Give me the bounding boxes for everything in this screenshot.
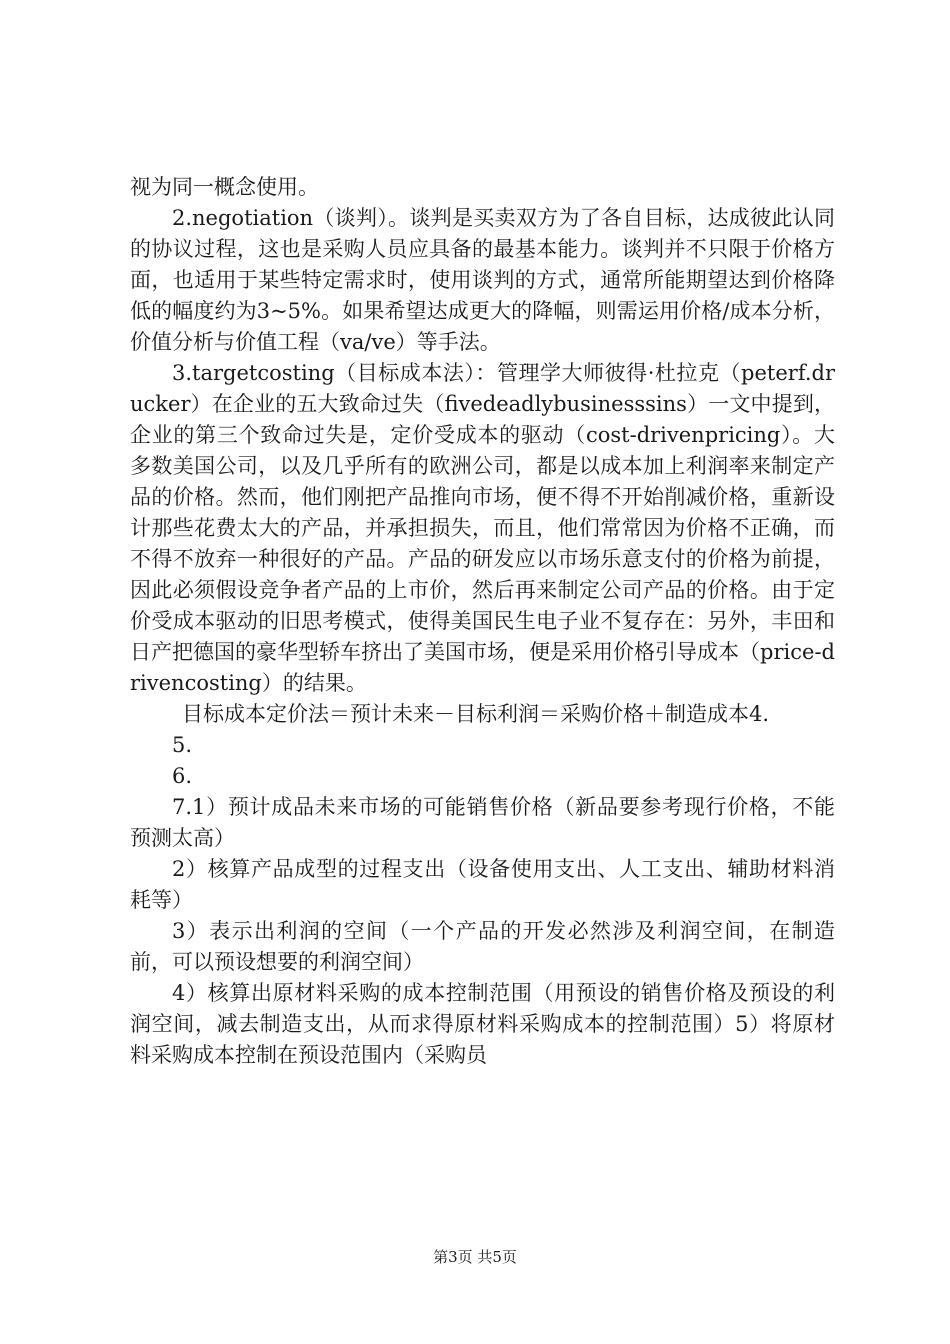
- paragraph-step-1: 7.1）预计成品未来市场的可能销售价格（新品要参考现行价格，不能预测太高）: [130, 795, 835, 850]
- paragraph-step-4-5: 4）核算出原材料采购的成本控制范围（用预设的销售价格及预设的利润空间，减去制造支出，从而求得原材料采购成本的控制范围）5）将原材料采购成本控制在预设范围内（采购员: [130, 981, 835, 1067]
- paragraph-formula: 目标成本定价法＝预计未来－目标利润＝采购价格＋制造成本4.: [182, 702, 770, 726]
- paragraph-step-3: 3）表示出利润的空间（一个产品的开发必然涉及利润空间，在制造前，可以预设想要的利润空间）: [130, 919, 835, 974]
- paragraph-target-costing: 3.targetcosting（目标成本法）：管理学大师彼得·杜拉克（peterf.drucker）在企业的五大致命过失（fivedeadlybusinesssins）一文中提到，企业的第三个致命过失是，定价受成本的驱动（cost-drivenpricing）。大多数美国公司，以及几乎所有的欧洲公司，都是以成本加上利润率来制定产品的价格。然而，他们刚把产品推向市场，便不得不开始削减价格，重新设计那些花费太大的产品，并承担损失，而且，他们常常因为价格不正确，而不得不放弃一种很好的产品。产品的研发应以市场乐意支付的价格为前提，因此必须假设竞争者产品的上市价，然后再来制定公司产品的价格。由于定价受成本驱动的旧思考模式，使得美国民生电子业不复存在：另外，丰田和日产把德国的豪华型轿车挤出了美国市场，便是采用价格引导成本（price-drivencosting）的结果。: [130, 361, 835, 695]
- paragraph-continuation: 视为同一概念使用。: [130, 175, 319, 199]
- paragraph-negotiation: 2.negotiation（谈判）。谈判是买卖双方为了各自目标，达成彼此认同的协议过程，这也是采购人员应具备的最基本能力。谈判并不只限于价格方面，也适用于某些特定需求时，使用谈判的方式，通常所能期望达到价格降低的幅度约为3~5%。如果希望达成更大的降幅，则需运用价格/成本分析，价值分析与价值工程（va/ve）等手法。: [130, 206, 835, 354]
- paragraph-item-6: 6.: [172, 764, 193, 788]
- page-number-footer: 第3页 共5页: [433, 1248, 517, 1266]
- paragraph-step-2: 2）核算产品成型的过程支出（设备使用支出、人工支出、辅助材料消耗等）: [130, 857, 835, 912]
- paragraph-item-5: 5.: [172, 733, 193, 757]
- document-body: [130, 172, 835, 1071]
